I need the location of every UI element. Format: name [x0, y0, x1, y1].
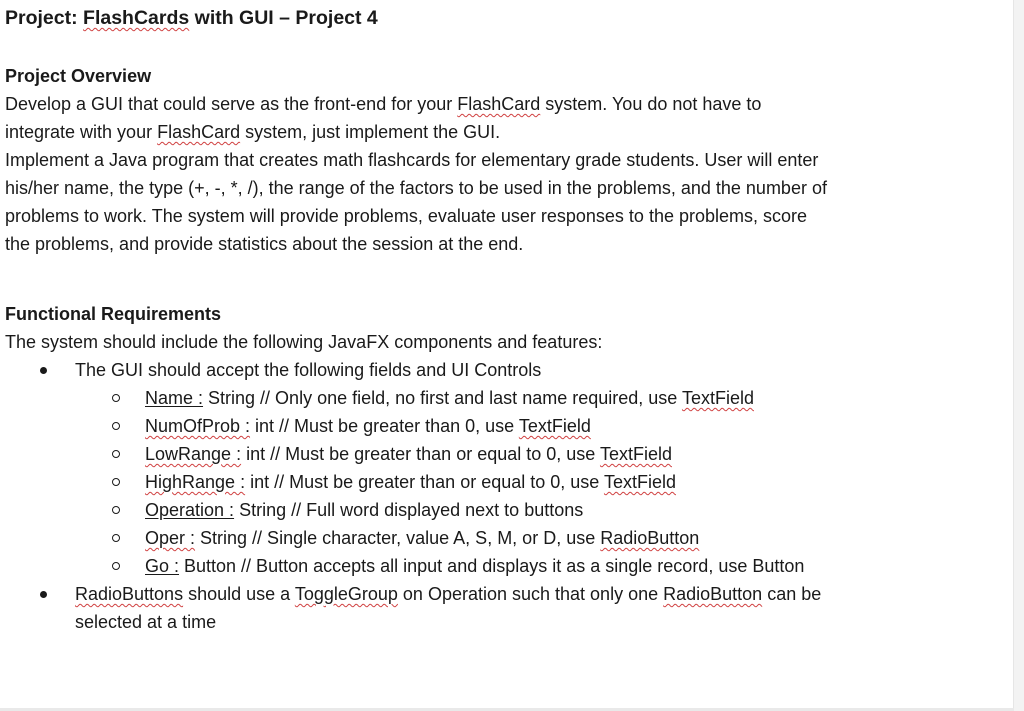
field-item-highrange: HighRange : int // Must be greater than or equal to 0, use TextField — [5, 468, 835, 496]
circle-bullet-icon — [112, 478, 120, 486]
circle-bullet-icon — [112, 562, 120, 570]
field-item-operation: Operation : String // Full word displayed next to buttons — [5, 496, 835, 524]
field-item-oper: Oper : String // Single character, value A, S, M, or D, use RadioButton — [5, 524, 835, 552]
page-title: Project: FlashCards with GUI – Project 4 — [5, 7, 378, 29]
list-item: The GUI should accept the following fields and UI Controls Name : String // Only one field, no first and last name required, use TextField NumOfProb : int // Must be greater than 0, use TextField LowRange : int // Must be greater than or equal to 0, use TextField HighRange : int // Must be greater than or equal to 0, use TextField Operation : String // Full word displayed next to buttons Oper : String // Single character, value A, S, M, or D, use RadioButton Go : Button // Button accepts all input and displays it as a single record, use Button — [5, 356, 835, 580]
circle-bullet-icon — [112, 506, 120, 514]
requirements-intro: The system should include the following JavaFX components and features: — [5, 332, 603, 352]
field-list — [75, 384, 835, 580]
list-item: RadioButtons should use a ToggleGroup on Operation such that only one RadioButton can be selected at a time — [5, 580, 835, 636]
document-body — [5, 4, 835, 636]
overview-heading: Project Overview — [5, 66, 152, 86]
overview-paragraph-1: Develop a GUI that could serve as the front-end for your FlashCard system. You do not have to integrate with your FlashCard system, just implement the GUI. — [5, 94, 762, 142]
requirements-list — [5, 356, 835, 636]
field-item-go: Go : Button // Button accepts all input and displays it as a single record, use Button — [5, 552, 835, 580]
field-item-numofprob: NumOfProb : int // Must be greater than 0, use TextField — [5, 412, 835, 440]
field-item-lowrange: LowRange : int // Must be greater than or equal to 0, use TextField — [5, 440, 835, 468]
circle-bullet-icon — [112, 534, 120, 542]
circle-bullet-icon — [112, 450, 120, 458]
bullet-icon — [40, 367, 47, 374]
field-item-name: Name : String // Only one field, no first and last name required, use TextField — [5, 384, 835, 412]
overview-paragraph-2: Implement a Java program that creates math flashcards for elementary grade students. User will enter his/her name, the type (+, -, *, /), the range of the factors to be used in the problems, and the number of problems to work. The system will provide problems, evaluate user responses to the problems, score the problems, and provide statistics about the session at the end. — [5, 150, 827, 254]
circle-bullet-icon — [112, 422, 120, 430]
bullet-icon — [40, 591, 47, 598]
scrollbar-gutter[interactable] — [1013, 0, 1024, 711]
circle-bullet-icon — [112, 394, 120, 402]
requirements-heading: Functional Requirements — [5, 304, 222, 324]
